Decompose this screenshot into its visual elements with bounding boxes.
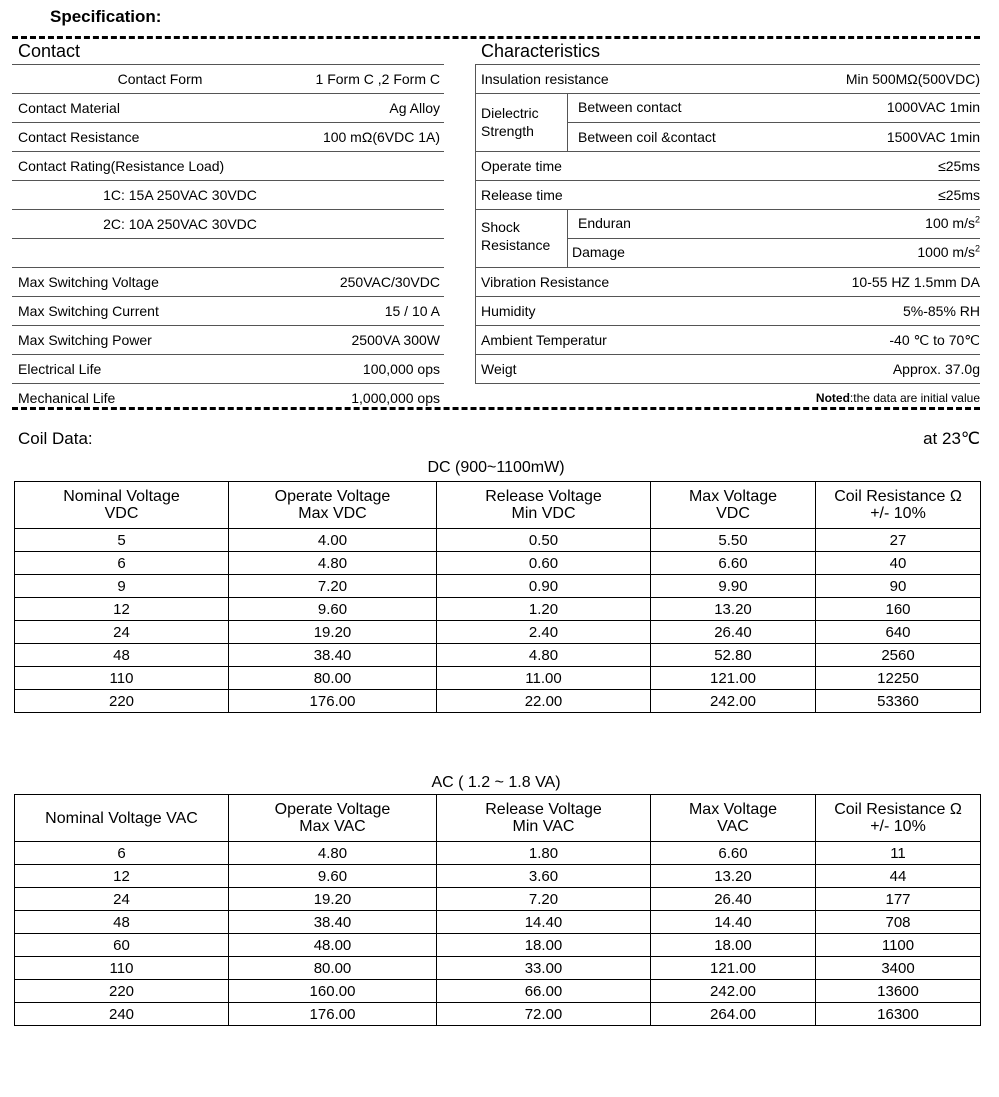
- contact-row-label: Max Switching Current: [18, 303, 159, 319]
- damage-exponent: 2: [974, 243, 980, 254]
- table-cell: 4.80: [229, 552, 437, 575]
- header-line-2: Min VDC: [511, 505, 576, 522]
- ambient-temp-value: -40 ℃ to 70℃: [889, 332, 980, 348]
- table-cell: 9.60: [229, 865, 437, 888]
- table-cell: 3400: [816, 957, 981, 980]
- header-line-1: Release Voltage: [485, 488, 602, 505]
- table-cell: 52.80: [651, 644, 816, 667]
- endurance-value: 100 m/s: [925, 215, 975, 231]
- table-cell: 40: [816, 552, 981, 575]
- table-cell: 6: [15, 842, 229, 865]
- table-cell: 5.50: [651, 529, 816, 552]
- dielectric-label-1: Dielectric: [481, 105, 539, 121]
- table-cell: 0.50: [437, 529, 651, 552]
- insulation-label: Insulation resistance: [481, 71, 609, 87]
- ambient-temp-label: Ambient Temperatur: [481, 332, 607, 348]
- table-cell: 240: [15, 1003, 229, 1026]
- table-header-row: [15, 482, 981, 529]
- table-cell: 4.80: [437, 644, 651, 667]
- table-cell: 19.20: [229, 888, 437, 911]
- table-cell: 176.00: [229, 690, 437, 713]
- characteristics-header: Characteristics: [481, 41, 601, 61]
- table-cell: 33.00: [437, 957, 651, 980]
- table-cell: 264.00: [651, 1003, 816, 1026]
- table-cell: 27: [816, 529, 981, 552]
- contact-row-label: Electrical Life: [18, 361, 102, 377]
- header-cell: [651, 795, 816, 842]
- header-line-1: Operate Voltage: [274, 801, 391, 818]
- header-line-1: Coil Resistance Ω: [834, 801, 962, 818]
- table-row: [15, 1003, 981, 1026]
- table-row: [15, 911, 981, 934]
- table-cell: 13600: [816, 980, 981, 1003]
- table-cell: 220: [15, 980, 229, 1003]
- contact-row-value: 100,000 ops: [362, 361, 440, 377]
- table-cell: 18.00: [651, 934, 816, 957]
- contact-row-label: Max Switching Voltage: [18, 274, 159, 290]
- table-cell: 9: [15, 575, 229, 598]
- contact-row-label: Contact Resistance: [18, 129, 140, 145]
- humidity-value: 5%-85% RH: [902, 303, 980, 319]
- contact-row-label: Contact Form: [117, 71, 203, 87]
- table-cell: 48: [15, 911, 229, 934]
- table-cell: 48.00: [229, 934, 437, 957]
- note-bold: Noted: [815, 391, 850, 405]
- contact-row-value: 1 Form C ,2 Form C: [315, 71, 440, 87]
- header-cell: [437, 795, 651, 842]
- header-line-2: +/- 10%: [870, 505, 926, 522]
- contact-row-value: 15 / 10 A: [384, 303, 440, 319]
- header-cell: [15, 795, 229, 842]
- contact-row-value: 2500VA 300W: [351, 332, 440, 348]
- table-cell: 11.00: [437, 667, 651, 690]
- table-cell: 18.00: [437, 934, 651, 957]
- table-row: [15, 575, 981, 598]
- table-row: [15, 957, 981, 980]
- endurance-label: Enduran: [578, 215, 631, 231]
- header-cell: [816, 795, 981, 842]
- table-cell: 110: [15, 667, 229, 690]
- table-cell: 9.60: [229, 598, 437, 621]
- table-cell: 6.60: [651, 842, 816, 865]
- vibration-value: 10-55 HZ 1.5mm DA: [851, 274, 980, 290]
- header-line-1: Nominal Voltage: [63, 488, 180, 505]
- table-cell: 12: [15, 865, 229, 888]
- table-row: [15, 842, 981, 865]
- header-line-1: Nominal Voltage VAC: [45, 809, 198, 827]
- table-cell: 24: [15, 888, 229, 911]
- header-line-2: Max VAC: [299, 818, 366, 835]
- endurance-exponent: 2: [974, 214, 980, 225]
- table-cell: 5: [15, 529, 229, 552]
- table-cell: 53360: [816, 690, 981, 713]
- table-cell: 13.20: [651, 865, 816, 888]
- header-cell: [229, 482, 437, 529]
- table-cell: 0.60: [437, 552, 651, 575]
- operate-time-value: ≤25ms: [938, 158, 980, 174]
- contact-row-label: 2C: 10A 250VAC 30VDC: [103, 216, 257, 232]
- table-cell: 14.40: [437, 911, 651, 934]
- vibration-label: Vibration Resistance: [481, 274, 610, 290]
- header-line-1: Coil Resistance Ω: [834, 488, 962, 505]
- contact-row-label: Contact Material: [18, 100, 120, 116]
- weight-label: Weigt: [481, 361, 517, 377]
- between-coil-label: Between coil &contact: [578, 129, 716, 145]
- between-contact-value: 1000VAC 1min: [886, 99, 980, 115]
- contact-row-label: Mechanical Life: [18, 390, 116, 406]
- table-cell: 26.40: [651, 621, 816, 644]
- table-cell: 6: [15, 552, 229, 575]
- table-cell: 110: [15, 957, 229, 980]
- table-cell: 38.40: [229, 644, 437, 667]
- header-line-2: VDC: [104, 505, 139, 522]
- table-cell: 4.80: [229, 842, 437, 865]
- damage-label: Damage: [572, 244, 625, 260]
- header-cell: [437, 482, 651, 529]
- table-row: [15, 690, 981, 713]
- shock-label-1: Shock: [481, 219, 520, 235]
- contact-row-value: 100 mΩ(6VDC 1A): [322, 129, 440, 145]
- table-cell: 80.00: [229, 667, 437, 690]
- header-line-1: Operate Voltage: [274, 488, 391, 505]
- table-cell: 26.40: [651, 888, 816, 911]
- weight-value: Approx. 37.0g: [892, 361, 980, 377]
- table-header-row: [15, 795, 981, 842]
- table-row: [15, 667, 981, 690]
- table-cell: 19.20: [229, 621, 437, 644]
- table-cell: 14.40: [651, 911, 816, 934]
- table-cell: 80.00: [229, 957, 437, 980]
- table-cell: 44: [816, 865, 981, 888]
- table-cell: 220: [15, 690, 229, 713]
- table-cell: 7.20: [437, 888, 651, 911]
- table-cell: 60: [15, 934, 229, 957]
- insulation-value: Min 500MΩ(500VDC): [845, 71, 980, 87]
- page-title: Specification:: [50, 7, 162, 26]
- table-cell: 0.90: [437, 575, 651, 598]
- table-cell: 66.00: [437, 980, 651, 1003]
- dielectric-label-2: Strength: [481, 123, 534, 139]
- coil-data-label: Coil Data:: [18, 429, 93, 448]
- header-line-1: Release Voltage: [485, 801, 602, 818]
- table-cell: 16300: [816, 1003, 981, 1026]
- table-cell: 11: [816, 842, 981, 865]
- dc-caption: DC (900~1100mW): [427, 459, 565, 476]
- release-time-label: Release time: [481, 187, 563, 203]
- table-cell: 121.00: [651, 957, 816, 980]
- shock-label-2: Resistance: [481, 237, 551, 253]
- endurance-value-wrap: [925, 214, 980, 232]
- header-line-1: Max Voltage: [688, 488, 778, 505]
- table-cell: 242.00: [651, 690, 816, 713]
- table-cell: 22.00: [437, 690, 651, 713]
- note-rest: :the data are initial value: [849, 391, 980, 405]
- contact-row-value: 250VAC/30VDC: [339, 274, 440, 290]
- table-cell: 13.20: [651, 598, 816, 621]
- humidity-label: Humidity: [481, 303, 536, 319]
- between-contact-label: Between contact: [578, 99, 682, 115]
- table-cell: 640: [816, 621, 981, 644]
- header-cell: [651, 482, 816, 529]
- table-cell: 1100: [816, 934, 981, 957]
- header-line-1: Max Voltage: [688, 801, 778, 818]
- table-row: [15, 621, 981, 644]
- ac-coil-table: [14, 794, 981, 1026]
- note-text: [816, 389, 980, 407]
- table-cell: 160: [816, 598, 981, 621]
- table-cell: 242.00: [651, 980, 816, 1003]
- table-cell: 4.00: [229, 529, 437, 552]
- table-cell: 9.90: [651, 575, 816, 598]
- table-row: [15, 644, 981, 667]
- release-time-value: ≤25ms: [938, 187, 980, 203]
- table-row: [15, 598, 981, 621]
- header-line-2: VDC: [716, 505, 750, 522]
- table-cell: 1.20: [437, 598, 651, 621]
- table-cell: 12250: [816, 667, 981, 690]
- contact-row-value: 1,000,000 ops: [351, 390, 440, 406]
- contact-row-value: Ag Alloy: [389, 100, 440, 116]
- table-row: [15, 980, 981, 1003]
- damage-value-wrap: [917, 243, 980, 261]
- table-cell: 24: [15, 621, 229, 644]
- between-coil-value: 1500VAC 1min: [886, 129, 980, 145]
- table-row: [15, 865, 981, 888]
- table-cell: 177: [816, 888, 981, 911]
- table-cell: 6.60: [651, 552, 816, 575]
- header-cell: [15, 482, 229, 529]
- operate-time-label: Operate time: [481, 158, 562, 174]
- table-row: [15, 934, 981, 957]
- contact-header: Contact: [18, 41, 81, 61]
- header-line-2: VAC: [717, 818, 749, 835]
- header-line-2: +/- 10%: [870, 818, 926, 835]
- table-cell: 708: [816, 911, 981, 934]
- table-cell: 121.00: [651, 667, 816, 690]
- table-cell: 72.00: [437, 1003, 651, 1026]
- header-cell: [229, 795, 437, 842]
- damage-value: 1000 m/s: [917, 244, 975, 260]
- table-cell: 2560: [816, 644, 981, 667]
- table-cell: 90: [816, 575, 981, 598]
- table-cell: 48: [15, 644, 229, 667]
- coil-temp-label: at 23℃: [923, 429, 980, 448]
- contact-row-label: Max Switching Power: [18, 332, 152, 348]
- table-cell: 176.00: [229, 1003, 437, 1026]
- table-row: [15, 552, 981, 575]
- table-cell: 2.40: [437, 621, 651, 644]
- bottom-dashed-divider: [12, 407, 980, 410]
- table-cell: 3.60: [437, 865, 651, 888]
- ac-caption: AC ( 1.2 ~ 1.8 VA): [431, 774, 561, 791]
- header-line-2: Max VDC: [298, 505, 367, 522]
- table-row: [15, 529, 981, 552]
- table-cell: 160.00: [229, 980, 437, 1003]
- table-cell: 38.40: [229, 911, 437, 934]
- header-cell: [816, 482, 981, 529]
- table-cell: 1.80: [437, 842, 651, 865]
- table-row: [15, 888, 981, 911]
- contact-row-label: 1C: 15A 250VAC 30VDC: [103, 187, 257, 203]
- dc-coil-table: [14, 481, 981, 713]
- table-cell: 12: [15, 598, 229, 621]
- header-line-2: Min VAC: [512, 818, 575, 835]
- table-cell: 7.20: [229, 575, 437, 598]
- top-dashed-divider: [12, 36, 980, 39]
- contact-row-label: Contact Rating(Resistance Load): [18, 158, 225, 174]
